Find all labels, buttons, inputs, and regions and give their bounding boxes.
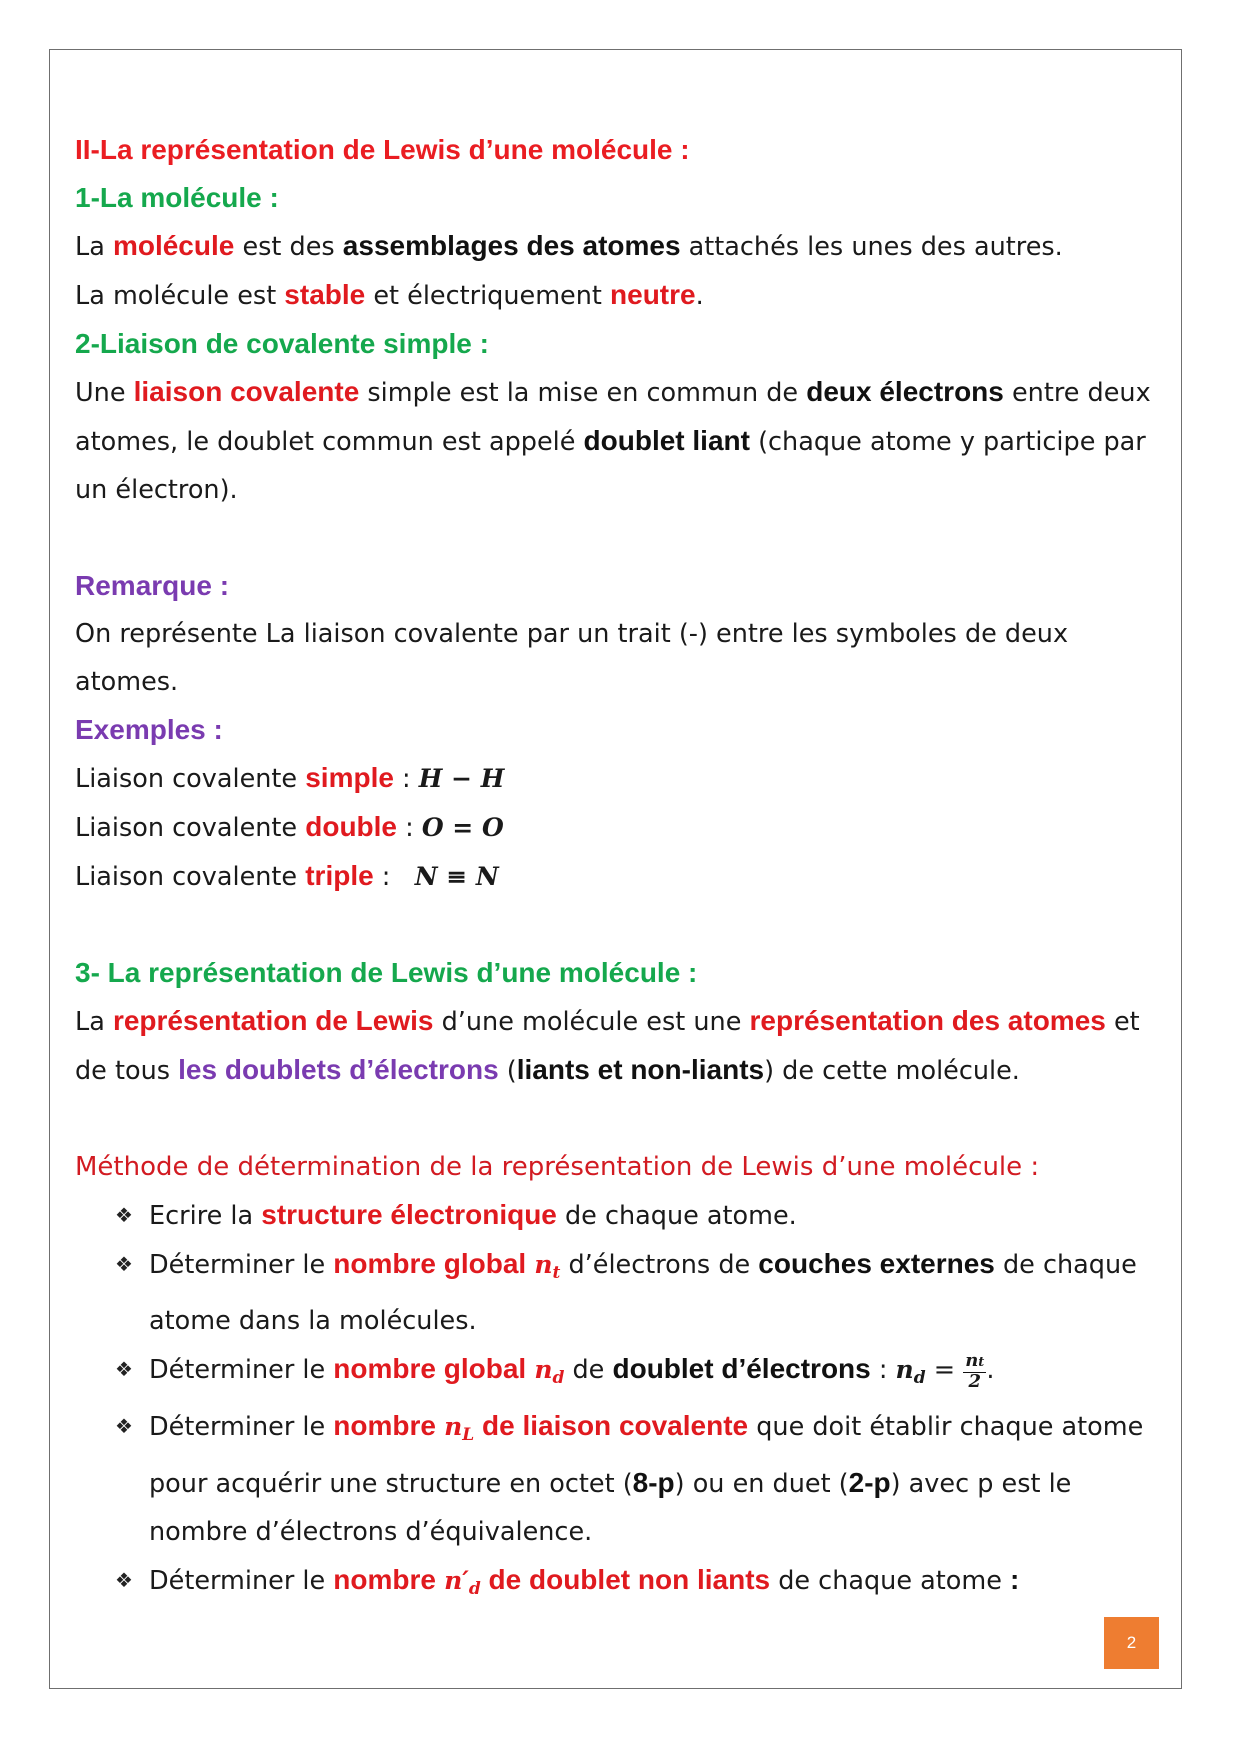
list-item: ❖ Déterminer le nombre $n_L$ de liaison covalente que doit établir chaque atome pour acquérir une structure en octet (8-p) ou en duet (2-p) avec p est le nombre d’électrons d’équivalence. bbox=[115, 1402, 1155, 1556]
method-steps-list bbox=[115, 1191, 1155, 1613]
method-title: Méthode de détermination de la représentation de Lewis d’une molécule : bbox=[75, 1152, 1040, 1182]
document-body bbox=[75, 126, 1155, 1613]
remarque-title: Remarque : bbox=[75, 570, 230, 601]
paragraph-lewis-def: La représentation de Lewis d’une molécule est une représentation des atomes et de tous les doublets d’électrons (liants et non-liants) de cette molécule. bbox=[75, 1005, 1140, 1086]
example-double: Liaison covalente double : O = O bbox=[75, 811, 504, 843]
list-item: ❖ Déterminer le nombre global $n_d$ de doublet d’électrons : $n_d$ = $\frac{nt}{2}$ . bbox=[115, 1345, 1155, 1402]
four-diamond-icon: ❖ bbox=[115, 1414, 133, 1438]
paragraph-molecule-stable: La molécule est stable et électriquement neutre. bbox=[75, 279, 704, 311]
subsection-1-title: 1-La molécule : bbox=[75, 182, 279, 213]
page-number-badge: 2 bbox=[1104, 1617, 1159, 1669]
list-item: ❖ Déterminer le nombre global $n_t$ d’électrons de couches externes de chaque atome dans la molécules. bbox=[115, 1240, 1155, 1345]
four-diamond-icon: ❖ bbox=[115, 1203, 133, 1227]
exemples-title: Exemples : bbox=[75, 714, 223, 745]
paragraph-covalent-bond: Une liaison covalente simple est la mise en commun de deux électrons entre deux atomes, le doublet commun est appelé doublet liant (chaque atome y participe par un électron). bbox=[75, 376, 1151, 505]
list-item: ❖ Déterminer le nombre $n'_d$ de doublet non liants de chaque atome : bbox=[115, 1556, 1155, 1613]
example-triple: Liaison covalente triple : N ≡ N bbox=[75, 860, 499, 892]
example-simple: Liaison covalente simple : H − H bbox=[75, 762, 505, 794]
section-title: II-La représentation de Lewis d’une molécule : bbox=[75, 134, 690, 165]
four-diamond-icon: ❖ bbox=[115, 1568, 133, 1592]
fraction-nt-over-2: $\frac{nt}{2}$ bbox=[965, 1349, 985, 1392]
four-diamond-icon: ❖ bbox=[115, 1252, 133, 1276]
remarque-text: On représente La liaison covalente par un trait (-) entre les symboles de deux atomes. bbox=[75, 619, 1069, 697]
paragraph-molecule-def: La molécule est des assemblages des atomes attachés les unes des autres. bbox=[75, 230, 1063, 262]
list-item: ❖ Ecrire la structure électronique de chaque atome. bbox=[115, 1191, 1155, 1240]
four-diamond-icon: ❖ bbox=[115, 1357, 133, 1381]
subsection-3-title: 3- La représentation de Lewis d’une molécule : bbox=[75, 957, 698, 988]
subsection-2-title: 2-Liaison de covalente simple : bbox=[75, 328, 489, 359]
